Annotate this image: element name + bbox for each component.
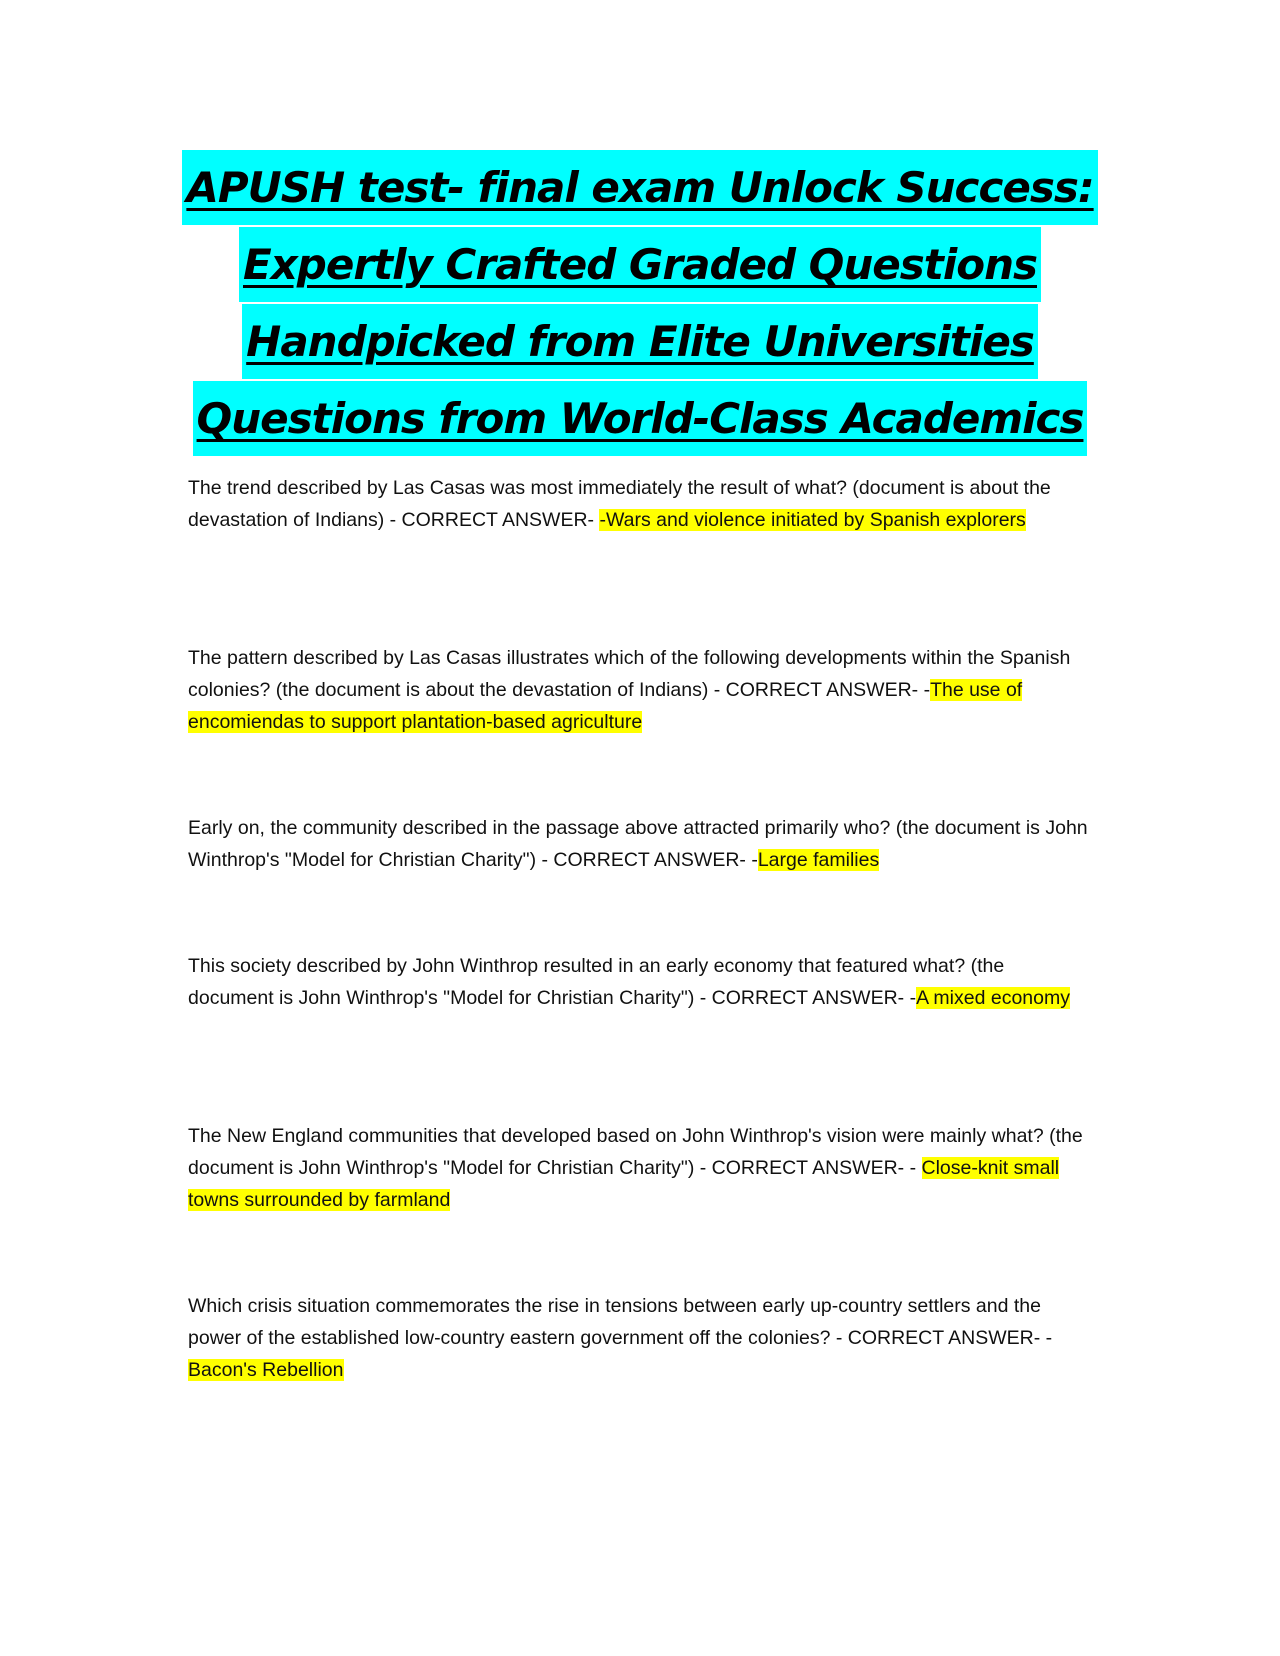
question-text: The trend described by Las Casas was most immediately the result of what? (document is about the devastation of Indians) - CORRECT ANSWER- xyxy=(188,477,1051,531)
title-line-text: Handpicked from Elite Universities xyxy=(242,304,1038,379)
question-answer-item xyxy=(188,812,1088,876)
question-answer-item xyxy=(188,472,1088,536)
title-line xyxy=(150,381,1130,456)
question-answer-item xyxy=(188,642,1088,738)
correct-answer-highlight: Bacon's Rebellion xyxy=(188,1359,344,1381)
correct-answer-highlight: The use of encomiendas to support plantation-based agriculture xyxy=(188,679,1023,733)
title-line xyxy=(150,150,1130,225)
document-title xyxy=(150,150,1130,458)
question-answer-item xyxy=(188,1120,1088,1216)
question-text: Early on, the community described in the passage above attracted primarily who? (the document is John Winthrop's "Model for Christian Charity") - CORRECT ANSWER- - xyxy=(188,817,1088,871)
correct-answer-highlight: Large families xyxy=(757,849,880,871)
question-text: This society described by John Winthrop resulted in an early economy that featured what? (the document is John Winthrop's "Model for Christian Charity") - CORRECT ANSWER- - xyxy=(188,955,1005,1009)
title-line-text: Questions from World-Class Academics xyxy=(193,381,1088,456)
title-line-text: APUSH test- final exam Unlock Success: xyxy=(182,150,1097,225)
question-text: The New England communities that developed based on John Winthrop's vision were mainly what? (the document is John Winthrop's "Model for Christian Charity") - CORRECT ANSWER- - xyxy=(188,1125,1083,1179)
question-answer-item xyxy=(188,950,1088,1014)
correct-answer-highlight: Close-knit small towns surrounded by farmland xyxy=(188,1157,1060,1211)
question-answer-item xyxy=(188,1290,1088,1386)
title-line-text: Expertly Crafted Graded Questions xyxy=(239,227,1041,302)
title-line xyxy=(150,227,1130,302)
question-text: Which crisis situation commemorates the rise in tensions between early up-country settlers and the power of the established low-country eastern government off the colonies? - CORRECT ANSWER- - xyxy=(188,1295,1053,1349)
correct-answer-highlight: -Wars and violence initiated by Spanish explorers xyxy=(599,509,1026,531)
correct-answer-highlight: A mixed economy xyxy=(916,987,1070,1009)
question-text: The pattern described by Las Casas illustrates which of the following developments within the Spanish colonies? (the document is about the devastation of Indians) - CORRECT ANSWER- - xyxy=(188,647,1071,701)
title-line xyxy=(150,304,1130,379)
